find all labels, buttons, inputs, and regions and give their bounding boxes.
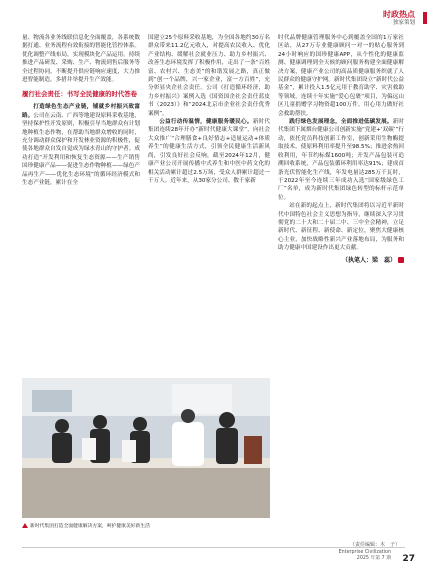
- footer-magazine: Enterprise Civilization: [338, 550, 391, 555]
- author-line: [278, 257, 404, 265]
- col3-paragraph-1: 时代品牌健康管理服务中心到覆盖全国的1万家社区站，从27万专业健康顾问一对一的贴心服务到24小时响应的国珍健康APP，从个性化的健康监测、健康调理到全天候的顾问服务构建全面健康解决方案，健康产业公司的高品质健康服务织就了人民群众的健康守护网。新时代集团设立“新时代公益基金”，累计投入1.5亿元用于教育助学、灾害救助等领域，连续十年实施“爱心包裹”项目，为偏远山区儿童捐赠学习物资超100万件，用心用力做好社会救助帮扶。: [278, 35, 404, 117]
- end-mark-icon: [398, 257, 404, 263]
- header-subtitle: 独家策划: [392, 20, 415, 26]
- col3-paragraph-3: 站在新的起点上，新时代集团将以习近平新时代中国特色社会主义思想为指导，继续深入学习贯彻党的二十大和二十届二中、三中全会精神，立足新时代、新征程、新使命、新定位，聚焦大健康核心主业，加快战略性新兴产业落地布局，为服务和助力健康中国建设作出更大贡献。: [278, 203, 404, 252]
- author-text: （执笔人：梁 蕊）: [341, 256, 396, 264]
- section-title: 履行社会责任：书写全民健康的时代答卷: [22, 90, 138, 99]
- col2-body: 新时代集团连续28年开办“新时代健康大课堂”，向社会大众推广“合理膳食+良好情志+适量运动+体质养生”的健康生活方式，引领全民健康生活新风尚，引发良好社会反响，截至2024年12月，健康产业公司开展传播中式养生和中医中药文化的相关活动累计超过2.5万场，受众人群累计超过一千万人。近年来，从30家分公司、数千家新: [148, 119, 270, 184]
- col1-paragraph-2: [22, 103, 140, 187]
- page-header: [383, 10, 415, 27]
- footer-divider: [22, 547, 405, 548]
- col1-body: 公司在云南、广西等地建设原料采收基地，坚持保护性开发原则，积极引导当地群众有计划地种植生态作物，在帮助当地群众增收的同时，充分调动群众保护和开发林业资源的积极性，促使各地群众自发自觉成为绿水青山的守护者。成功打造“开发利用和恢复生态资源——生产销售国珍健康产品——促进生态作物种植——绿色产品再生产——优化生态环境”的循环经济模式和生态产业链，累计在全: [22, 112, 140, 187]
- col1-paragraph-1: 量、物流各业务线联信息化全面覆盖，各系统数据打通、业务流程有效衔接的智能化管控体系。优化调整产线布局，实现模块化产品运用。持续推进产品研发、采购、生产、物流到售后服务等全过程协同，不断提升供应链响应速度，大力推进智能制造，多措并举提升生产效能。: [22, 35, 140, 84]
- article-photo: [22, 378, 270, 518]
- column-3: [278, 34, 404, 265]
- col2-paragraph-2: [148, 118, 270, 185]
- col2-lead: 公益行动传温情，健康服务暖民心。: [159, 119, 253, 126]
- page-number: 27: [402, 554, 415, 564]
- header-kicker: 时政热点: [383, 10, 415, 19]
- col3-body: 新时代集团下属烟台健康公司创新实施“党建+‘双碳’”行动，依托党员科技创新工作室，创新采用生物酶提取技术，使原料利用率提升至98.5%；推进余热回收利用，年节约标煤1600吨；开发产品包装可追溯回收系统，产品包装循环利用率达91%；建成首条光伏智能化生产线，年发电量达285万千瓦时，于2022年至今连续三年成功入选“国家级绿色工厂”名单，成为新时代集团绿色转型的标杆示范单位。: [278, 119, 404, 201]
- caption-triangle-icon: [22, 523, 28, 528]
- photo-caption: [22, 523, 270, 530]
- col3-lead: 践行绿色发展理念，全面推进低碳发展。: [289, 119, 393, 126]
- caption-text: 新时代集团打造全面健康解决方案，呵护健康美好新生活: [30, 524, 150, 529]
- col2-paragraph-1: 国建立25个原料采收基地，为全国各地约30万名群众带来11.2亿元收入，对提高农民收入、优化产业结构、缓解社会就业压力、助力乡村振兴、改善生态环境发挥了积极作用，走出了一条“百姓富、农村兴、生态美”的和谐发展之路，真正做到“创一个品牌，兴一家企业，富一方百姓”，充分彰显央企社会责任。公司《打造循环经济，助力乡村振兴》案例入选《国资国企社会责任蓝皮书（2023）》和“2024北京市企业社会责任优秀案例”。: [148, 35, 270, 117]
- col3-paragraph-2: [278, 118, 404, 202]
- footer-issue: 2025 年第 7 期: [356, 556, 391, 561]
- column-1: [22, 34, 140, 188]
- photo-illustration: [22, 378, 270, 518]
- editor-credit: （责任编辑：木 子）: [350, 542, 401, 548]
- column-2: [148, 34, 270, 185]
- header-accent-bar: [423, 12, 427, 24]
- col1-lead: 打造绿色生态产业链，铺就乡村振兴致富路。: [22, 104, 140, 119]
- footer-meta: [339, 550, 391, 562]
